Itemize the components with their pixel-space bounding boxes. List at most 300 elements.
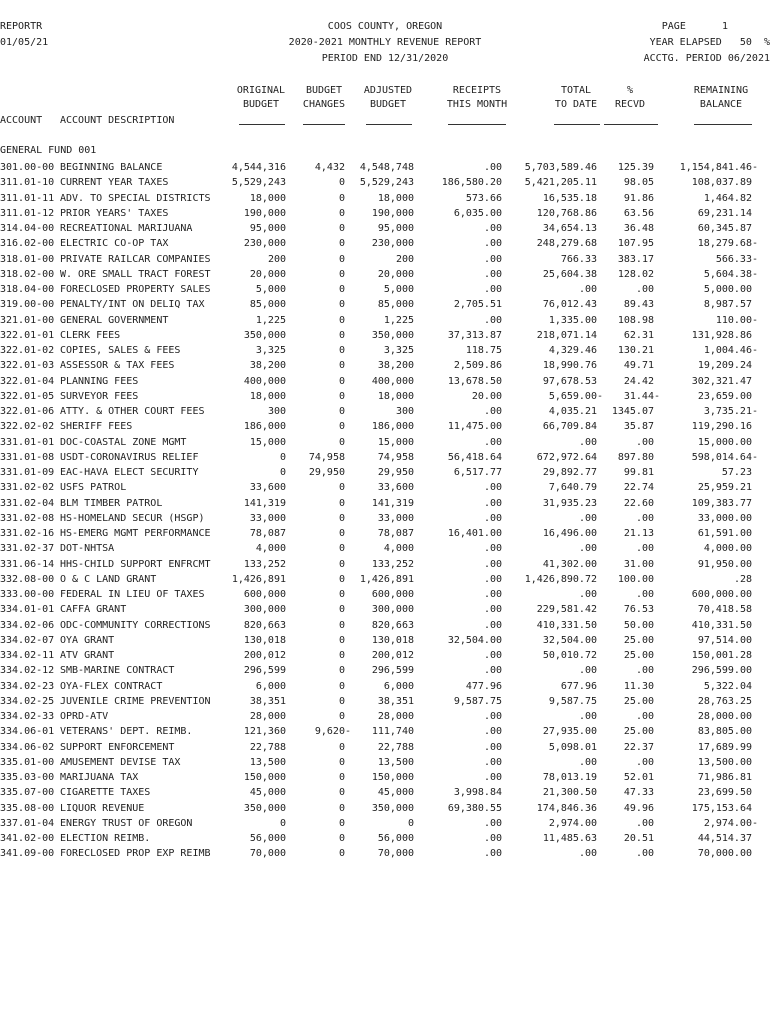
adjusted-budget: 78,087 [377, 528, 414, 539]
receipts-this-month: 37,313.87 [447, 329, 502, 341]
original-budget: 15,000 [249, 436, 286, 448]
account-code: 318.04-00 [0, 284, 55, 295]
col-receipts-line2: THIS MONTH [446, 99, 508, 110]
table-row [0, 267, 770, 282]
budget-changes: 0 [338, 375, 345, 387]
table-row [0, 602, 770, 617]
remaining-balance: 598,014.64- [691, 451, 758, 463]
remaining-balance: 1,004.46- [703, 345, 758, 356]
remaining-balance: 119,290.16 [691, 421, 752, 433]
remaining-balance: 110.00- [715, 314, 758, 326]
total-to-date: 4,035.21 [548, 406, 597, 417]
county-name: COOS COUNTY, OREGON [327, 21, 443, 32]
adjusted-budget: 56,000 [377, 833, 414, 844]
receipts-this-month: .00 [483, 650, 502, 661]
total-to-date: .00 [578, 848, 597, 860]
original-budget: 45,000 [249, 787, 286, 799]
underline-adjusted [366, 124, 412, 125]
receipts-this-month: 477.96 [465, 680, 502, 692]
receipts-this-month: .00 [483, 604, 502, 616]
percent-received: 100.00 [617, 573, 654, 585]
table-row [0, 541, 770, 556]
col-description: ACCOUNT DESCRIPTION [60, 115, 175, 126]
account-description: GENERAL GOVERNMENT [60, 314, 169, 326]
percent-received: 25.00 [623, 634, 654, 646]
col-total-line2: TO DATE [554, 99, 598, 110]
remaining-balance: 131,928.86 [691, 329, 752, 341]
percent-received: 31.44- [623, 390, 660, 402]
report-id: REPORTR [0, 21, 43, 32]
remaining-balance: 3,735.21- [703, 406, 758, 417]
total-to-date: 34,654.13 [542, 223, 597, 234]
account-code: 341.09-00 [0, 848, 55, 860]
account-description: USFS PATROL [60, 482, 127, 494]
original-budget: 820,663 [243, 619, 286, 631]
percent-received: 63.56 [623, 207, 654, 219]
original-budget: 350,000 [243, 802, 286, 814]
remaining-balance: 97,514.00 [697, 634, 752, 646]
adjusted-budget: 4,548,748 [359, 162, 414, 173]
account-code: 301.00-00 [0, 162, 55, 173]
account-code: 331.02-02 [0, 482, 55, 494]
adjusted-budget: 350,000 [371, 329, 414, 341]
total-to-date: 4,329.46 [548, 345, 597, 356]
remaining-balance: 1,464.82 [703, 192, 752, 204]
table-row [0, 191, 770, 206]
total-to-date: 5,421,205.11 [524, 177, 597, 189]
table-row [0, 221, 770, 236]
total-to-date: 5,659.00- [548, 390, 603, 402]
account-description: MARIJUANA TAX [60, 772, 139, 783]
original-budget: 28,000 [249, 711, 286, 722]
account-code: 331.02-16 [0, 528, 55, 539]
receipts-this-month: .00 [483, 268, 502, 280]
budget-changes: 0 [338, 741, 345, 753]
adjusted-budget: 85,000 [377, 299, 414, 311]
budget-changes: 74,958 [308, 451, 345, 463]
total-to-date: 1,426,890.72 [524, 573, 597, 585]
total-to-date: 11,485.63 [542, 833, 597, 844]
col-remaining-line2: BALANCE [699, 99, 743, 110]
budget-changes: 0 [338, 238, 345, 250]
table-row [0, 526, 770, 541]
original-budget: 3,325 [255, 345, 286, 356]
receipts-this-month: 32,504.00 [447, 634, 502, 646]
original-budget: 150,000 [243, 772, 286, 783]
original-budget: 190,000 [243, 207, 286, 219]
original-budget: 33,000 [249, 512, 286, 524]
adjusted-budget: 190,000 [371, 207, 414, 219]
remaining-balance: 19,209.24 [697, 360, 752, 372]
col-receipts-line1: RECEIPTS [452, 85, 502, 96]
remaining-balance: 13,500.00 [697, 756, 752, 768]
underline-pct [604, 124, 658, 125]
percent-received: 36.48 [623, 223, 654, 234]
original-budget: 38,200 [249, 360, 286, 372]
receipts-this-month: 6,517.77 [453, 467, 502, 478]
account-code: 334.02-25 [0, 695, 55, 707]
adjusted-budget: 5,529,243 [359, 177, 414, 189]
budget-changes: 0 [338, 223, 345, 234]
account-code: 337.01-04 [0, 817, 55, 829]
table-row [0, 297, 770, 312]
original-budget: 141,319 [243, 497, 286, 509]
original-budget: 4,000 [255, 543, 286, 555]
account-description: SURVEYOR FEES [60, 390, 139, 402]
original-budget: 300,000 [243, 604, 286, 616]
budget-changes: 0 [338, 192, 345, 204]
remaining-balance: 60,345.87 [697, 223, 752, 234]
budget-changes: 0 [338, 604, 345, 616]
fund-label: GENERAL FUND 001 [0, 145, 97, 156]
budget-changes: 9,620- [314, 726, 351, 738]
remaining-balance: 5,604.38- [703, 268, 758, 280]
percent-received: 49.96 [623, 802, 654, 814]
table-row [0, 160, 770, 175]
table-row [0, 785, 770, 800]
receipts-this-month: 9,587.75 [453, 695, 502, 707]
account-code: 334.02-23 [0, 680, 55, 692]
receipts-this-month: .00 [483, 238, 502, 250]
budget-changes: 0 [338, 558, 345, 570]
col-changes-line1: BUDGET [305, 85, 343, 96]
adjusted-budget: 296,599 [371, 665, 414, 677]
account-code: 321.01-00 [0, 314, 55, 326]
account-description: CLERK FEES [60, 329, 121, 341]
budget-changes: 0 [338, 772, 345, 783]
original-budget: 400,000 [243, 375, 286, 387]
percent-received: 31.00 [623, 558, 654, 570]
adjusted-budget: 95,000 [377, 223, 414, 234]
account-description: FORECLOSED PROPERTY SALES [60, 284, 211, 295]
original-budget: 56,000 [249, 833, 286, 844]
original-budget: 121,360 [243, 726, 286, 738]
account-description: ATV GRANT [60, 650, 115, 661]
budget-changes: 0 [338, 665, 345, 677]
adjusted-budget: 6,000 [383, 680, 414, 692]
account-description: LIQUOR REVENUE [60, 802, 145, 814]
remaining-balance: 600,000.00 [691, 589, 752, 600]
total-to-date: 174,846.36 [536, 802, 597, 814]
account-code: 316.02-00 [0, 238, 55, 250]
account-description: HS-EMERG MGMT PERFORMANCE [60, 528, 211, 539]
original-budget: 5,000 [255, 284, 286, 295]
table-row [0, 679, 770, 694]
budget-changes: 0 [338, 329, 345, 341]
remaining-balance: 109,383.77 [691, 497, 752, 509]
budget-changes: 0 [338, 406, 345, 417]
total-to-date: 5,703,589.46 [524, 162, 597, 173]
percent-received: 20.51 [623, 833, 654, 844]
budget-changes: 0 [338, 268, 345, 280]
table-row [0, 709, 770, 724]
remaining-balance: 61,591.00 [697, 528, 752, 539]
original-budget: 18,000 [249, 192, 286, 204]
adjusted-budget: 13,500 [377, 756, 414, 768]
receipts-this-month: 186,580.20 [441, 177, 502, 189]
remaining-balance: 4,000.00 [703, 543, 752, 555]
adjusted-budget: 33,600 [377, 482, 414, 494]
col-changes-line2: CHANGES [302, 99, 346, 110]
budget-changes: 0 [338, 634, 345, 646]
original-budget: 1,426,891 [231, 573, 286, 585]
percent-received: 25.00 [623, 695, 654, 707]
original-budget: 70,000 [249, 848, 286, 860]
table-row [0, 496, 770, 511]
col-account: ACCOUNT [0, 115, 43, 126]
account-code: 322.02-02 [0, 421, 55, 433]
total-to-date: 120,768.86 [536, 207, 597, 219]
table-row [0, 557, 770, 572]
adjusted-budget: 18,000 [377, 192, 414, 204]
account-description: ENERGY TRUST OF OREGON [60, 817, 193, 829]
original-budget: 5,529,243 [231, 177, 286, 189]
account-code: 322.01-04 [0, 375, 55, 387]
receipts-this-month: .00 [483, 573, 502, 585]
original-budget: 600,000 [243, 589, 286, 600]
account-code: 331.01-09 [0, 467, 55, 478]
account-code: 335.08-00 [0, 802, 55, 814]
receipts-this-month: .00 [483, 497, 502, 509]
adjusted-budget: 28,000 [377, 711, 414, 722]
percent-received: .00 [635, 665, 654, 677]
account-description: CURRENT YEAR TAXES [60, 177, 169, 189]
adjusted-budget: 3,325 [383, 345, 414, 356]
remaining-balance: 302,321.47 [691, 375, 752, 387]
remaining-balance: 71,986.81 [697, 772, 752, 783]
total-to-date: .00 [578, 665, 597, 677]
total-to-date: 97,678.53 [542, 375, 597, 387]
percent-received: .00 [635, 817, 654, 829]
account-description: OPRD-ATV [60, 711, 109, 722]
table-row [0, 450, 770, 465]
table-row [0, 358, 770, 373]
remaining-balance: 2,974.00- [703, 817, 758, 829]
remaining-balance: 91,950.00 [697, 558, 752, 570]
adjusted-budget: 18,000 [377, 390, 414, 402]
budget-changes: 0 [338, 543, 345, 555]
account-description: USDT-CORONAVIRUS RELIEF [60, 451, 199, 463]
original-budget: 0 [279, 467, 286, 478]
total-to-date: .00 [578, 436, 597, 448]
table-row [0, 694, 770, 709]
adjusted-budget: 400,000 [371, 375, 414, 387]
table-row [0, 618, 770, 633]
account-description: DOC-COASTAL ZONE MGMT [60, 436, 187, 448]
account-description: PENALTY/INT ON DELIQ TAX [60, 299, 205, 311]
table-row [0, 480, 770, 495]
adjusted-budget: 38,200 [377, 360, 414, 372]
account-code: 311.01-11 [0, 192, 55, 204]
adjusted-budget: 1,426,891 [359, 573, 414, 585]
original-budget: 85,000 [249, 299, 286, 311]
percent-received: .00 [635, 756, 654, 768]
table-row [0, 282, 770, 297]
original-budget: 130,018 [243, 634, 286, 646]
original-budget: 1,225 [255, 314, 286, 326]
adjusted-budget: 70,000 [377, 848, 414, 860]
account-code: 334.01-01 [0, 604, 55, 616]
col-pct-line2: RECVD [614, 99, 646, 110]
adjusted-budget: 141,319 [371, 497, 414, 509]
receipts-this-month: .00 [483, 284, 502, 295]
remaining-balance: 175,153.64 [691, 802, 752, 814]
page-number: PAGE 1 [661, 21, 728, 32]
adjusted-budget: 38,351 [377, 695, 414, 707]
adjusted-budget: 33,000 [377, 512, 414, 524]
original-budget: 300 [267, 406, 286, 417]
table-row [0, 724, 770, 739]
original-budget: 350,000 [243, 329, 286, 341]
account-code: 331.02-04 [0, 497, 55, 509]
total-to-date: 66,709.84 [542, 421, 597, 433]
remaining-balance: 28,000.00 [697, 711, 752, 722]
adjusted-budget: 200,012 [371, 650, 414, 661]
receipts-this-month: .00 [483, 619, 502, 631]
total-to-date: 2,974.00 [548, 817, 597, 829]
account-description: ASSESSOR & TAX FEES [60, 360, 175, 372]
budget-changes: 4,432 [314, 162, 345, 173]
col-adjusted-line2: BUDGET [369, 99, 407, 110]
account-description: DOT-NHTSA [60, 543, 115, 555]
adjusted-budget: 20,000 [377, 268, 414, 280]
col-remaining-line1: REMAINING [693, 85, 749, 96]
table-row [0, 206, 770, 221]
original-budget: 4,544,316 [231, 162, 286, 173]
receipts-this-month: 11,475.00 [447, 421, 502, 433]
account-description: SHERIFF FEES [60, 421, 133, 433]
total-to-date: .00 [578, 543, 597, 555]
account-description: O & C LAND GRANT [60, 573, 157, 585]
original-budget: 78,087 [249, 528, 286, 539]
account-description: PRIVATE RAILCAR COMPANIES [60, 253, 211, 265]
percent-received: 52.01 [623, 772, 654, 783]
total-to-date: 218,071.14 [536, 329, 597, 341]
original-budget: 0 [279, 451, 286, 463]
table-row [0, 740, 770, 755]
percent-received: 89.43 [623, 299, 654, 311]
percent-received: 35.87 [623, 421, 654, 433]
budget-changes: 0 [338, 207, 345, 219]
budget-changes: 0 [338, 360, 345, 372]
receipts-this-month: 118.75 [465, 345, 502, 356]
budget-changes: 0 [338, 802, 345, 814]
receipts-this-month: .00 [483, 162, 502, 173]
account-code: 335.01-00 [0, 756, 55, 768]
remaining-balance: 70,418.58 [697, 604, 752, 616]
remaining-balance: .28 [733, 573, 752, 585]
budget-changes: 0 [338, 345, 345, 356]
adjusted-budget: 5,000 [383, 284, 414, 295]
remaining-balance: 83,805.00 [697, 726, 752, 738]
account-description: COPIES, SALES & FEES [60, 345, 181, 356]
percent-received: 24.42 [623, 375, 654, 387]
total-to-date: 29,892.77 [542, 467, 597, 478]
percent-received: 25.00 [623, 650, 654, 661]
adjusted-budget: 4,000 [383, 543, 414, 555]
total-to-date: 766.33 [560, 253, 597, 265]
budget-changes: 0 [338, 299, 345, 311]
total-to-date: 672,972.64 [536, 451, 597, 463]
account-description: RECREATIONAL MARIJUANA [60, 223, 193, 234]
percent-received: 107.95 [617, 238, 654, 250]
total-to-date: 677.96 [560, 680, 597, 692]
underline-receipts [448, 124, 506, 125]
budget-changes: 0 [338, 177, 345, 189]
receipts-this-month: .00 [483, 665, 502, 677]
original-budget: 13,500 [249, 756, 286, 768]
account-code: 334.02-06 [0, 619, 55, 631]
original-budget: 133,252 [243, 558, 286, 570]
percent-received: 22.74 [623, 482, 654, 494]
percent-received: 125.39 [617, 162, 654, 173]
budget-changes: 0 [338, 711, 345, 722]
account-description: PLANNING FEES [60, 375, 139, 387]
adjusted-budget: 820,663 [371, 619, 414, 631]
adjusted-budget: 15,000 [377, 436, 414, 448]
account-code: 335.03-00 [0, 772, 55, 783]
table-row [0, 572, 770, 587]
receipts-this-month: .00 [483, 482, 502, 494]
budget-changes: 0 [338, 390, 345, 402]
receipts-this-month: .00 [483, 756, 502, 768]
receipts-this-month: .00 [483, 589, 502, 600]
adjusted-budget: 45,000 [377, 787, 414, 799]
budget-changes: 0 [338, 787, 345, 799]
total-to-date: 1,335.00 [548, 314, 597, 326]
budget-changes: 0 [338, 848, 345, 860]
account-description: AMUSEMENT DEVISE TAX [60, 756, 181, 768]
remaining-balance: 8,987.57 [703, 299, 752, 311]
receipts-this-month: .00 [483, 436, 502, 448]
budget-changes: 0 [338, 589, 345, 600]
total-to-date: 31,935.23 [542, 497, 597, 509]
account-code: 334.02-12 [0, 665, 55, 677]
budget-changes: 0 [338, 284, 345, 295]
percent-received: 383.17 [617, 253, 654, 265]
underline-changes [303, 124, 345, 125]
adjusted-budget: 300 [395, 406, 414, 417]
account-code: 322.01-02 [0, 345, 55, 356]
percent-received: 1345.07 [611, 406, 654, 417]
receipts-this-month: .00 [483, 223, 502, 234]
budget-changes: 0 [338, 756, 345, 768]
table-row [0, 404, 770, 419]
remaining-balance: 566.33- [715, 253, 758, 265]
account-description: FORECLOSED PROP EXP REIMB [60, 848, 211, 860]
receipts-this-month: .00 [483, 726, 502, 738]
total-to-date: 50,010.72 [542, 650, 597, 661]
table-row [0, 755, 770, 770]
col-original-line1: ORIGINAL [236, 85, 286, 96]
account-code: 333.00-00 [0, 589, 55, 600]
remaining-balance: 28,763.25 [697, 695, 752, 707]
total-to-date: 76,012.43 [542, 299, 597, 311]
percent-received: .00 [635, 284, 654, 295]
receipts-this-month: .00 [483, 406, 502, 417]
original-budget: 95,000 [249, 223, 286, 234]
budget-changes: 0 [338, 817, 345, 829]
account-code: 318.01-00 [0, 253, 55, 265]
account-code: 331.02-37 [0, 543, 55, 555]
total-to-date: .00 [578, 711, 597, 722]
total-to-date: 78,013.19 [542, 772, 597, 783]
total-to-date: 248,279.68 [536, 238, 597, 250]
remaining-balance: 57.23 [721, 467, 752, 478]
period-end: PERIOD END 12/31/2020 [321, 53, 449, 64]
table-row [0, 252, 770, 267]
account-code: 341.02-00 [0, 833, 55, 844]
